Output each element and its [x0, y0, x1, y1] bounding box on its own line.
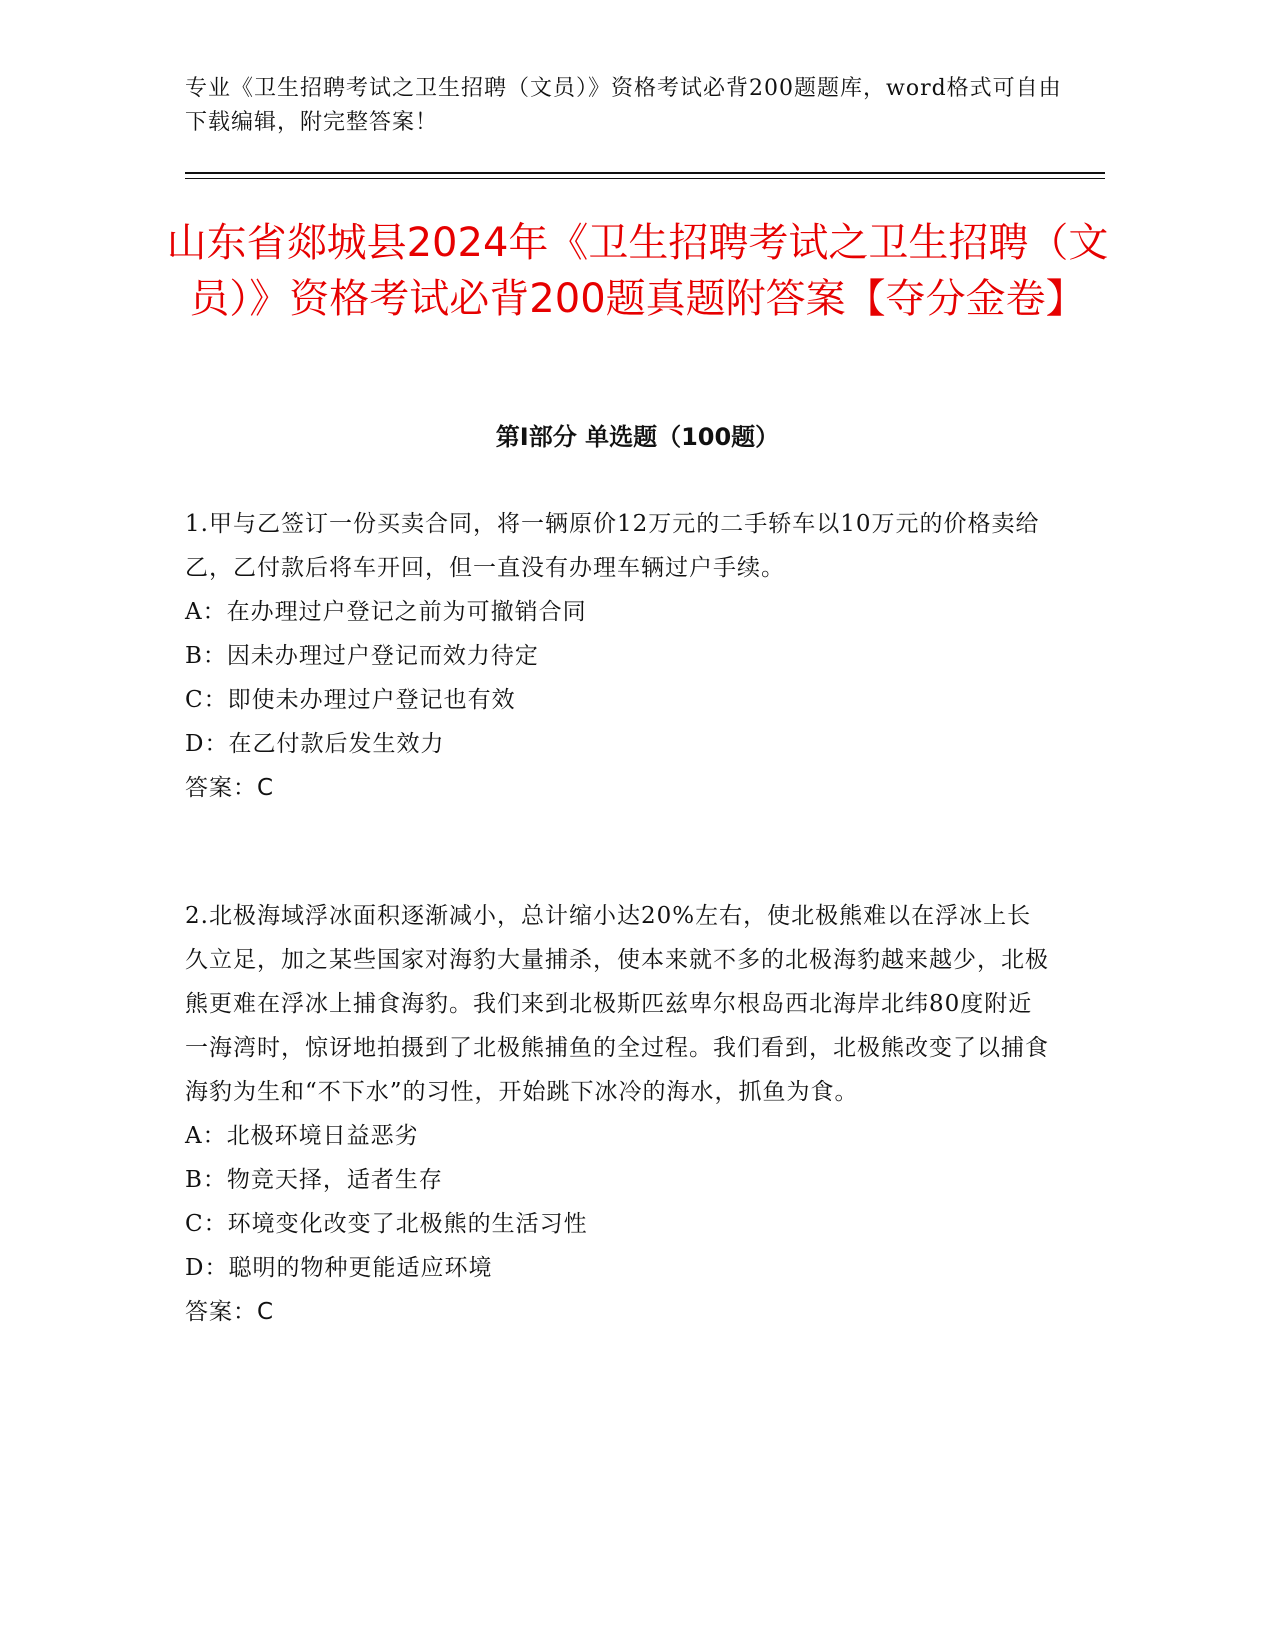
- option-b: B：因未办理过户登记而效力待定: [185, 643, 539, 669]
- question-stem: 1.甲与乙签订一份买卖合同，将一辆原价12万元的二手轿车以10万元的价格卖给乙，乙付款后将车开回，但一直没有办理车辆过户手续。: [185, 511, 1040, 581]
- question-stem: 2.北极海域浮冰面积逐渐减小，总计缩小达20%左右，使北极熊难以在浮冰上长久立足，加之某些国家对海豹大量捕杀，使本来就不多的北极海豹越来越少，北极熊更难在浮冰上捕食海豹。我们来到北极斯匹兹卑尔根岛西北海岸北纬80度附近一海湾时，惊讶地拍摄到了北极熊捕鱼的全过程。我们看到，北极熊改变了以捕食海豹为生和“不下水”的习性，开始跳下冰冷的海水，抓鱼为食。: [185, 903, 1049, 1105]
- option-d: D：聪明的物种更能适应环境: [185, 1255, 493, 1281]
- option-d: D：在乙付款后发生效力: [185, 731, 445, 757]
- header-divider-thin: [185, 178, 1105, 179]
- option-b: B：物竞天择，适者生存: [185, 1167, 443, 1193]
- answer: 答案：C: [185, 1299, 275, 1325]
- section-title: 第Ⅰ部分 单选题（100题）: [495, 423, 780, 451]
- question-2: [185, 894, 1055, 1334]
- header-divider-thick: [185, 172, 1105, 174]
- option-a: A：北极环境日益恶劣: [185, 1123, 419, 1149]
- question-1: [185, 502, 1055, 810]
- header-note: 专业《卫生招聘考试之卫生招聘（文员）》资格考试必背200题题库，word格式可自由下载编辑，附完整答案！: [185, 76, 1062, 135]
- option-a: A：在办理过户登记之前为可撤销合同: [185, 599, 587, 625]
- option-c: C：即使未办理过户登记也有效: [185, 687, 516, 713]
- document-title: 山东省郯城县2024年《卫生招聘考试之卫生招聘（文员）》资格考试必背200题真题附答案【夺分金卷】: [166, 220, 1109, 322]
- option-c: C：环境变化改变了北极熊的生活习性: [185, 1211, 588, 1237]
- answer: 答案：C: [185, 775, 275, 801]
